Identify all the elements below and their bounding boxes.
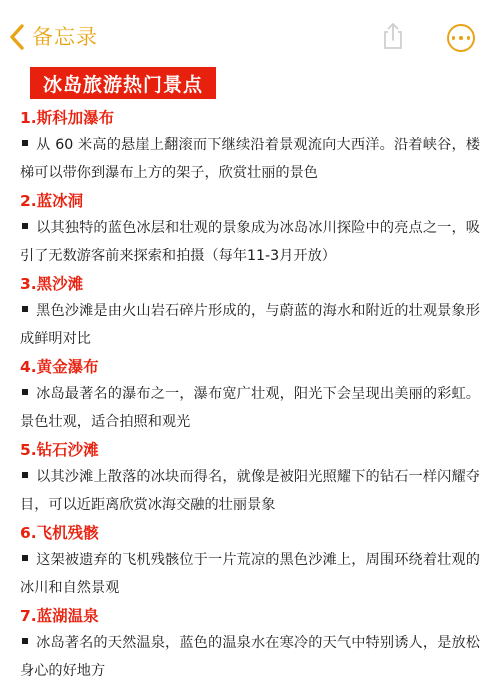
chevron-left-icon [8,22,26,52]
bullet-icon [22,555,28,561]
attraction-text: 冰岛著名的天然温泉，蓝色的温泉水在寒冷的天气中特别诱人，是放松身心的好地方 [20,635,480,679]
more-icon[interactable] [447,24,475,52]
attraction-item [20,353,480,436]
attraction-item [20,519,480,602]
top-nav-bar [0,0,500,66]
attraction-heading: 6.飞机残骸 [20,524,99,542]
note-title: 冰岛旅游热门景点 [30,67,216,99]
back-label: 备忘录 [32,25,98,49]
attraction-text: 以其独特的蓝色冰层和壮观的景象成为冰岛冰川探险中的亮点之一，吸引了无数游客前来探索和拍摄（每年11-3月开放） [20,220,480,264]
attraction-description [20,464,480,519]
attraction-text: 以其沙滩上散落的冰块而得名，就像是被阳光照耀下的钻石一样闪耀夺目，可以近距离欣赏冰海交融的壮丽景象 [20,469,480,513]
attraction-item [20,270,480,353]
attraction-heading: 7.蓝湖温泉 [20,607,99,625]
attraction-heading: 4.黄金瀑布 [20,358,99,376]
bullet-icon [22,306,28,312]
bullet-icon [22,223,28,229]
bullet-icon [22,389,28,395]
attraction-description [20,215,480,270]
back-button[interactable] [8,20,98,54]
attraction-text: 黑色沙滩是由火山岩石碎片形成的，与蔚蓝的海水和附近的壮观景象形成鲜明对比 [20,303,480,347]
bullet-icon [22,638,28,644]
bullet-icon [22,140,28,146]
attraction-item [20,602,480,685]
attraction-description [20,547,480,602]
note-content [20,104,480,685]
attraction-heading: 3.黑沙滩 [20,275,84,293]
attraction-heading: 1.斯科加瀑布 [20,109,115,127]
attraction-text: 这架被遗弃的飞机残骸位于一片荒凉的黑色沙滩上，周围环绕着壮观的冰川和自然景观 [20,552,480,596]
attraction-heading: 5.钻石沙滩 [20,441,99,459]
attraction-heading: 2.蓝冰洞 [20,192,84,210]
attraction-text: 冰岛最著名的瀑布之一，瀑布宽广壮观，阳光下会呈现出美丽的彩虹。景色壮观，适合拍照和观光 [20,386,480,430]
attraction-description [20,298,480,353]
attraction-item [20,436,480,519]
attraction-item [20,104,480,187]
attraction-description [20,381,480,436]
attraction-item [20,187,480,270]
attraction-text: 从 60 米高的悬崖上翻滚而下继续沿着景观流向大西洋。沿着峡谷，楼梯可以带你到瀑布上方的架子，欣赏壮丽的景色 [20,137,480,181]
attraction-description [20,132,480,187]
bullet-icon [22,472,28,478]
share-icon[interactable] [380,22,406,50]
